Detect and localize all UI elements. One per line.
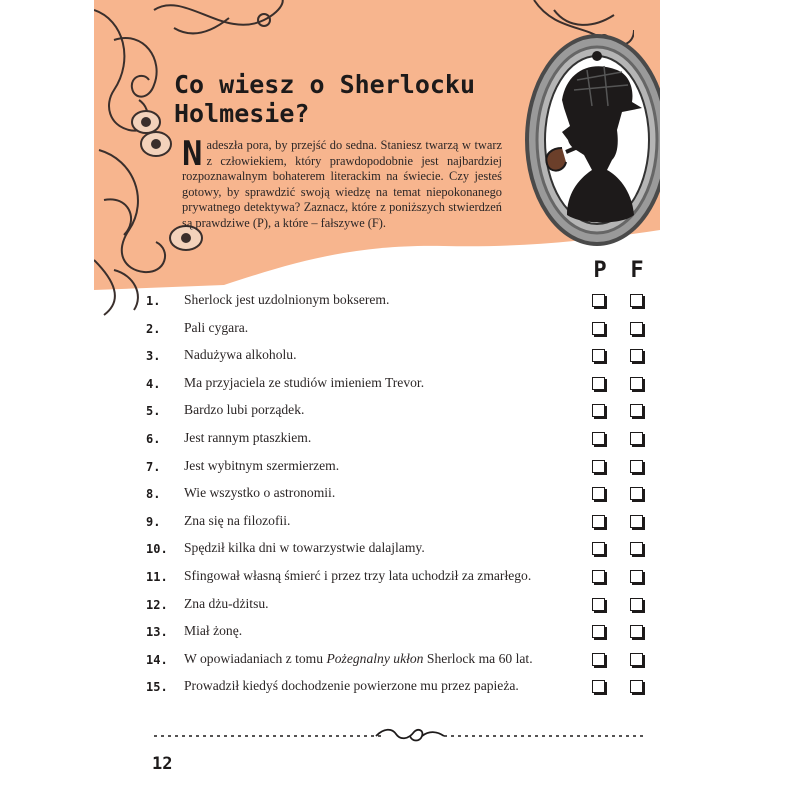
checkbox-true[interactable] (592, 542, 605, 555)
question-row (94, 399, 660, 427)
drop-cap: N (182, 134, 203, 174)
question-text: Miał żonę. (184, 623, 243, 639)
checkbox-false[interactable] (630, 432, 643, 445)
question-number: 12. (146, 597, 168, 612)
question-row (94, 289, 660, 317)
question-row (94, 372, 660, 400)
checkbox-false[interactable] (630, 349, 643, 362)
checkbox-true[interactable] (592, 294, 605, 307)
question-number: 13. (146, 625, 168, 640)
question-number: 4. (146, 376, 161, 391)
question-text-start: W opowiadaniach z tomu (184, 650, 327, 666)
checkbox-true[interactable] (592, 349, 605, 362)
checkbox-true[interactable] (592, 598, 605, 611)
question-text: Bardzo lubi porządek. (184, 402, 305, 418)
checkbox-true[interactable] (592, 460, 605, 473)
question-text: Zna się na filozofii. (184, 512, 291, 528)
question-row (94, 675, 660, 703)
checkbox-false[interactable] (630, 322, 643, 335)
checkbox-true[interactable] (592, 377, 605, 390)
question-number: 1. (146, 294, 161, 308)
checkbox-true[interactable] (592, 432, 605, 445)
checkbox-false[interactable] (630, 487, 643, 500)
question-text: Jest wybitnym szermierzem. (184, 457, 340, 473)
checkbox-false[interactable] (630, 377, 643, 390)
intro-text: adeszła pora, by przejść do sedna. Staniesz twarzą w twarz z człowiekiem, który prawdopodobnie jest najbardziej rozpoznawalnym bohaterem literackim na świecie. Czy jesteś gotowy, by sprawdzić swoją wiedzę na temat niepokonanego prywatnego detektywa? Zaznacz, które z poniższych stwierdzeń są prawdziwe (P), a które – fałszywe (F). (182, 138, 502, 230)
checkbox-true[interactable] (592, 625, 605, 638)
question-number: 2. (146, 321, 161, 336)
question-text: Sherlock jest uzdolnionym bokserem. (184, 292, 390, 307)
question-number: 7. (146, 459, 161, 474)
page-number: 12 (152, 754, 173, 774)
question-text: Sfingował własną śmierć i przez trzy lata uchodził za zmarłego. (184, 567, 532, 583)
title-line-2: Holmesie? (174, 99, 310, 128)
question-text: Wie wszystko o astronomii. (184, 485, 336, 501)
question-text: Spędził kilka dni w towarzystwie dalajlamy. (184, 540, 425, 556)
checkbox-false[interactable] (630, 294, 643, 307)
column-false-label: F (630, 258, 644, 283)
question-text: Ma przyjaciela ze studiów imieniem Trevor. (184, 374, 425, 390)
question-text: Zna dżu-dżitsu. (184, 595, 269, 611)
question-row (94, 455, 660, 483)
title-line-1: Co wiesz o Sherlocku (174, 70, 476, 99)
checkbox-false[interactable] (630, 598, 643, 611)
checkbox-true[interactable] (592, 487, 605, 500)
question-number: 5. (146, 404, 161, 419)
question-row (94, 537, 660, 565)
checkbox-false[interactable] (630, 515, 643, 528)
checkbox-false[interactable] (630, 460, 643, 473)
question-row (94, 620, 660, 648)
ornamental-divider-icon (154, 728, 644, 744)
question-text: Prowadził kiedyś dochodzenie powierzone mu przez papieża. (184, 678, 519, 694)
question-number: 8. (146, 487, 161, 502)
question-row (94, 510, 660, 538)
question-number: 15. (146, 680, 168, 695)
question-number: 9. (146, 514, 161, 529)
question-number: 10. (146, 542, 168, 557)
question-row (94, 648, 660, 676)
checkbox-true[interactable] (592, 680, 605, 693)
question-text: Nadużywa alkoholu. (184, 347, 297, 363)
question-number: 14. (146, 652, 168, 667)
question-number: 11. (146, 569, 168, 584)
question-row (94, 317, 660, 345)
book-title: Pożegnalny ukłon (326, 650, 424, 666)
checkbox-false[interactable] (630, 625, 643, 638)
checkbox-false[interactable] (630, 570, 643, 583)
page-title (174, 70, 504, 128)
question-row (94, 482, 660, 510)
question-text: Pali cygara. (184, 319, 249, 335)
question-list (94, 289, 660, 703)
checkbox-false[interactable] (630, 680, 643, 693)
question-text-end: Sherlock ma 60 lat. (423, 650, 533, 666)
question-number: 6. (146, 431, 161, 446)
column-true-label: P (593, 258, 607, 283)
checkbox-true[interactable] (592, 404, 605, 417)
question-row (94, 565, 660, 593)
checkbox-true[interactable] (592, 653, 605, 666)
question-row (94, 593, 660, 621)
question-row (94, 427, 660, 455)
question-number: 3. (146, 349, 161, 364)
checkbox-true[interactable] (592, 570, 605, 583)
question-row (94, 344, 660, 372)
question-text: Jest rannym ptaszkiem. (184, 429, 312, 445)
checkbox-false[interactable] (630, 542, 643, 555)
checkbox-false[interactable] (630, 653, 643, 666)
intro-paragraph (182, 134, 502, 232)
checkbox-true[interactable] (592, 515, 605, 528)
question-text (184, 651, 574, 667)
sherlock-portrait-icon (522, 30, 660, 250)
checkbox-true[interactable] (592, 322, 605, 335)
book-page (94, 0, 660, 800)
checkbox-false[interactable] (630, 404, 643, 417)
